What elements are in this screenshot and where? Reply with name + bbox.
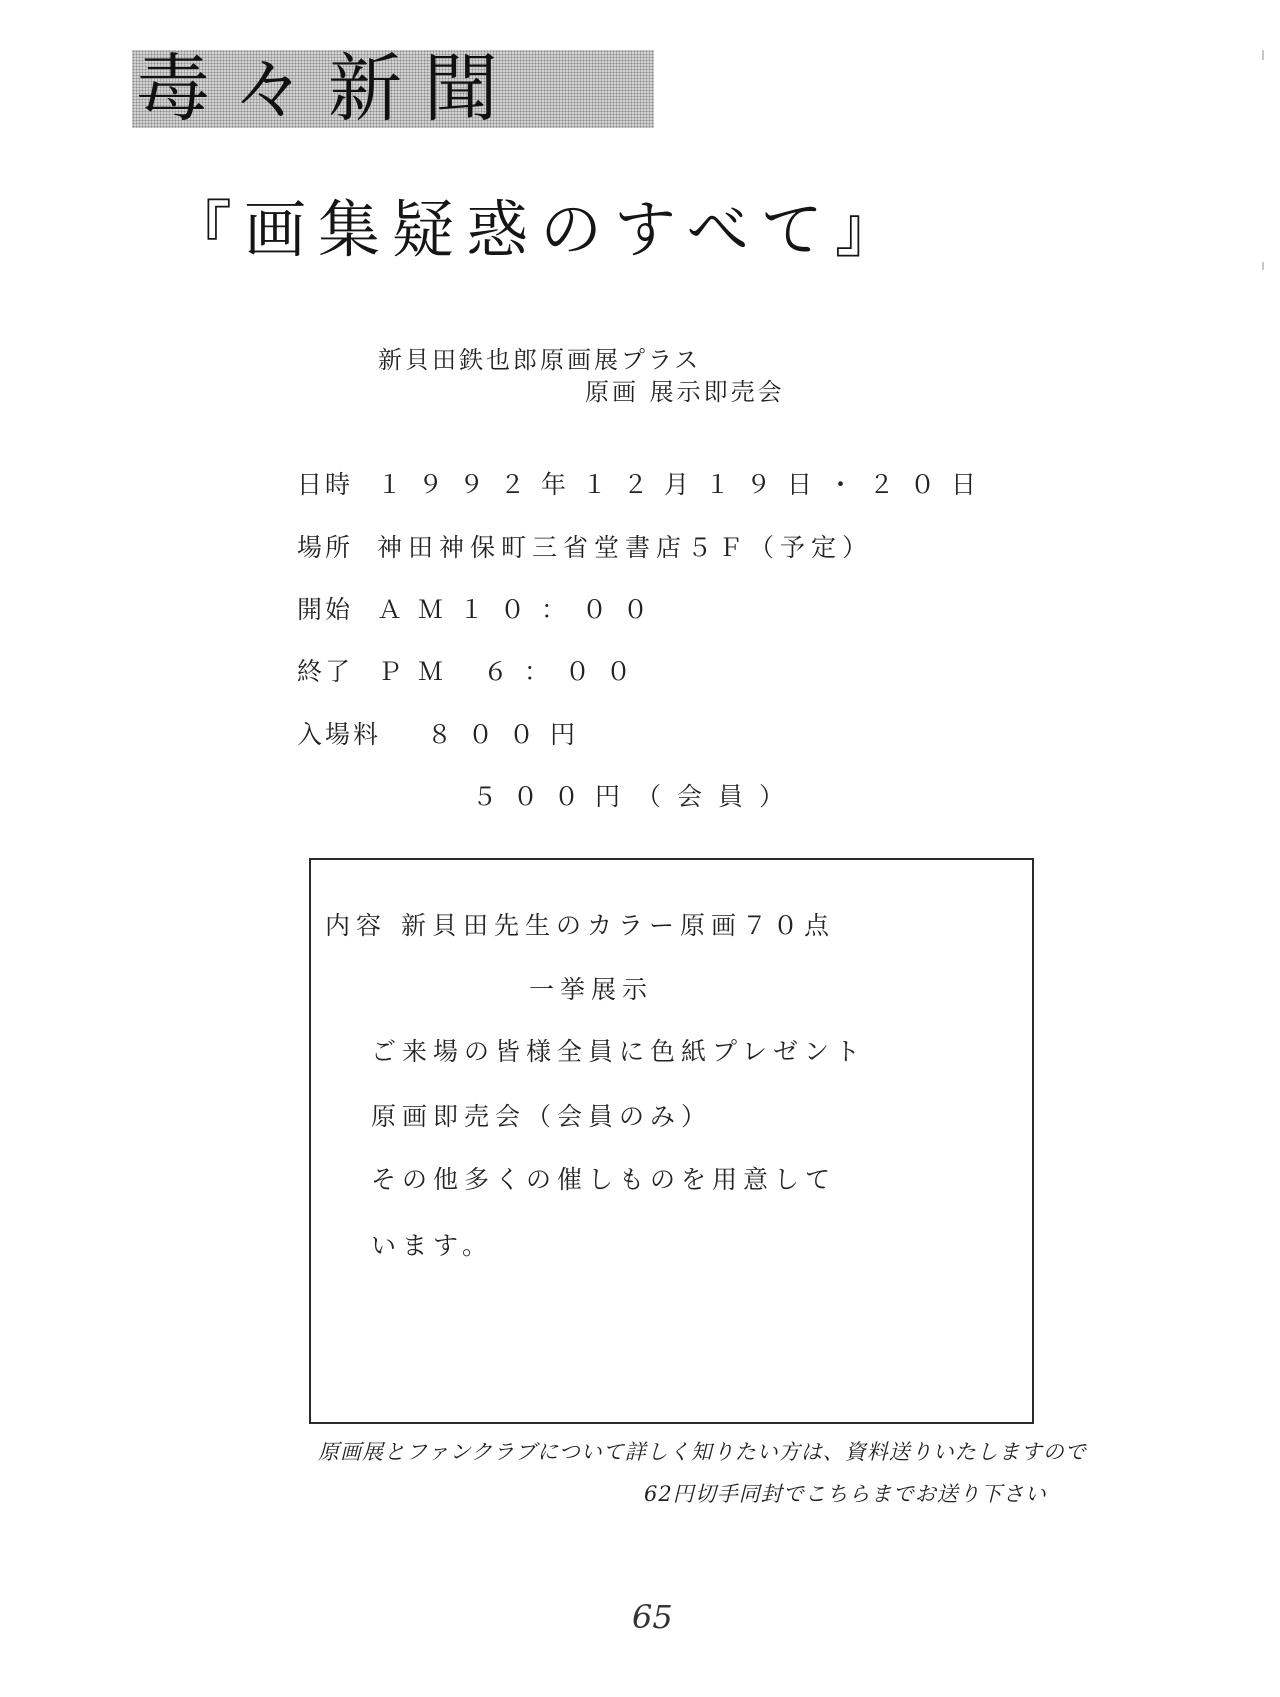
place-value: 神田神保町三省堂書店５Ｆ（予定） [377, 533, 874, 562]
open-value: ＡＭ１０：００ [377, 595, 665, 624]
open-label: 開始 [297, 595, 354, 624]
page-number: 65 [632, 1598, 673, 1636]
close-label: 終了 [297, 657, 354, 686]
fee-label: 入場料 [297, 720, 382, 749]
info-open [297, 590, 664, 626]
content-line-5: その他多くの催しものを用意して [371, 1165, 837, 1194]
scan-edge-mark [1262, 262, 1264, 270]
scan-edge-mark [1262, 50, 1264, 60]
info-fee [297, 715, 591, 751]
subtitle-line-2: 原画 展示即売会 [585, 378, 785, 406]
date-value: １９９２年１２月１９日・２０日 [377, 470, 993, 499]
content-line-4: 原画即売会（会員のみ） [371, 1102, 713, 1131]
fee-value: ８００円 [427, 720, 592, 749]
masthead-title: 毒々新聞 [136, 46, 520, 132]
content-box [309, 858, 1034, 1424]
place-label: 場所 [297, 533, 354, 562]
content-line-3: ご来場の皆様全員に色紙プレゼント [371, 1037, 867, 1066]
page-title: 『画集疑惑のすべて』 [170, 193, 909, 266]
handwritten-note-line-1: 原画展とファンクラブについて詳しく知りたい方は、資料送りいたしますので [318, 1440, 1087, 1464]
content-line-1: 内容 新貝田先生のカラー原画７０点 [325, 911, 835, 940]
handwritten-note-line-2: 62円切手同封でこちらまでお送り下さい [644, 1482, 1047, 1506]
content-line-2: 一挙展示 [529, 975, 654, 1004]
subtitle-line-1: 新貝田鉄也郎原画展プラス [378, 346, 702, 374]
close-value: ＰＭ ６：００ [377, 657, 647, 686]
info-date [297, 465, 992, 501]
info-place [297, 528, 873, 564]
date-label: 日時 [297, 470, 354, 499]
fee-member: ５００円（会員） [472, 782, 801, 811]
masthead [132, 46, 654, 132]
info-close [297, 652, 647, 688]
content-line-6: います。 [371, 1231, 494, 1260]
